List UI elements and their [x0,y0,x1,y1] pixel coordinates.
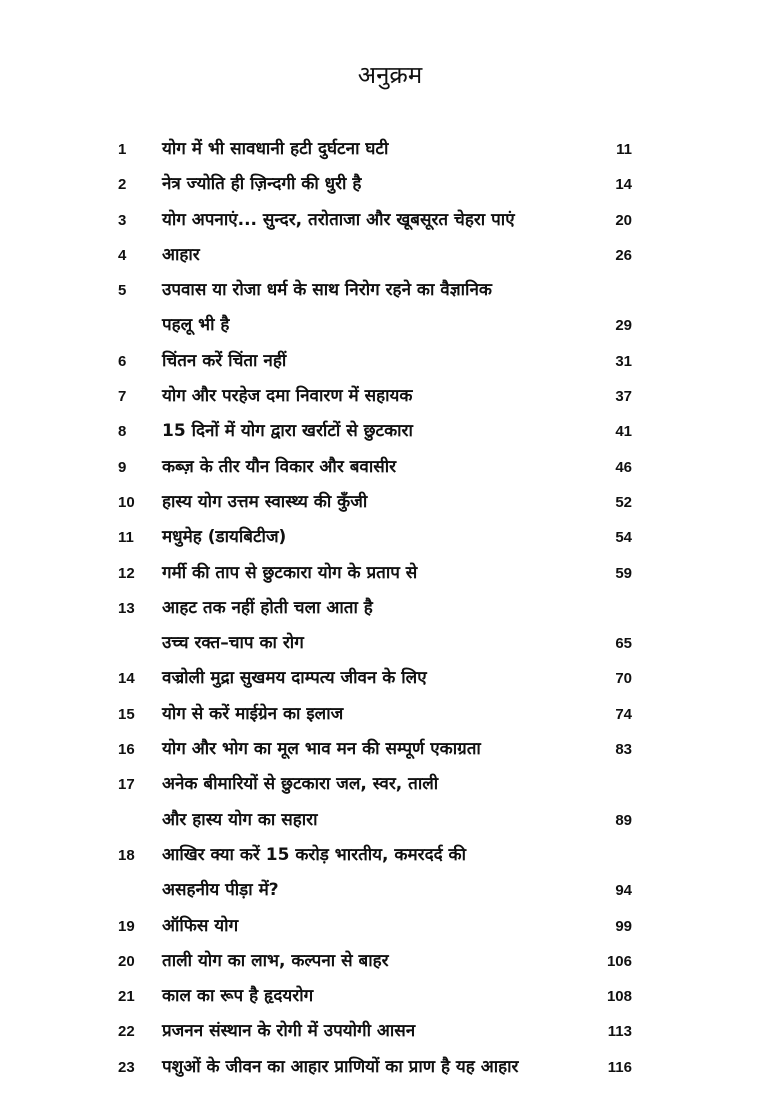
entry-title: ताली योग का लाभ, कल्पना से बाहर [162,950,389,971]
entry-page-number: 59 [615,564,632,582]
toc-entry [0,661,780,696]
entry-number: 4 [118,246,127,264]
entry-page-number: 116 [607,1058,632,1076]
entry-page-number: 83 [615,741,632,759]
toc-entry [0,556,780,591]
entry-page-number: 99 [615,917,632,935]
entry-page-number: 94 [615,882,632,900]
entry-title: अनेक बीमारियों से छुटकारा जल, स्वर, ताली [162,774,439,795]
toc-entry [0,838,780,873]
entry-title: चिंतन करें चिंता नहीं [162,350,287,371]
entry-page-number: 106 [606,952,632,970]
entry-title: गर्मी की ताप से छुटकारा योग के प्रताप से [162,562,418,583]
entry-number: 6 [118,352,127,370]
entry-title: और हास्य योग का सहारा [162,809,318,830]
toc-entry [0,873,780,908]
entry-title: योग और परहेज दमा निवारण में सहायक [162,386,413,407]
entry-title: आखिर क्या करें 15 करोड़ भारतीय, कमरदर्द की [162,844,467,865]
entry-number: 14 [118,670,135,688]
entry-title: ऑफिस योग [162,915,239,936]
entry-title: आहार [162,244,200,265]
toc-entry [0,909,780,944]
entry-page-number: 41 [615,423,632,441]
entry-number: 10 [118,493,135,511]
entry-number: 19 [118,917,135,935]
entry-page-number: 20 [615,211,632,229]
toc-entry [0,1050,780,1085]
entry-title: मधुमेह (डायबिटीज) [162,527,287,548]
toc-entry [0,308,780,343]
entry-page-number: 89 [615,811,632,829]
toc-entry [0,944,780,979]
entry-page-number: 74 [615,705,632,723]
entry-number: 23 [118,1058,135,1076]
entry-number: 5 [118,282,127,300]
entry-title: वज्रोली मुद्रा सुखमय दाम्पत्य जीवन के लिए [162,668,427,689]
toc-entry [0,803,780,838]
entry-number: 18 [118,846,135,864]
toc-entry [0,379,780,414]
entry-page-number: 70 [615,670,632,688]
entry-page-number: 108 [606,988,632,1006]
toc-entry [0,167,780,202]
toc-entry [0,1014,780,1049]
entry-page-number: 26 [615,246,632,264]
entry-number: 21 [118,988,135,1006]
entry-number: 16 [118,741,135,759]
toc-entry [0,450,780,485]
entry-page-number: 29 [615,317,632,335]
entry-title: असहनीय पीड़ा में? [162,880,279,901]
entry-number: 20 [118,952,135,970]
toc-entry [0,203,780,238]
entry-number: 17 [118,776,135,794]
entry-title: योग अपनाएं... सुन्दर, तरोताजा और खूबसूरत चेहरा पाएं [162,209,515,230]
entry-title: आहट तक नहीं होती चला आता है [162,597,373,618]
entry-title: नेत्र ज्योति ही ज़िन्दगी की धुरी है [162,174,362,195]
entry-title: योग में भी सावधानी हटी दुर्घटना घटी [162,139,389,159]
entry-number: 11 [118,529,134,547]
entry-page-number: 31 [615,352,632,370]
entry-page-number: 113 [607,1023,632,1041]
entry-page-number: 37 [615,388,632,406]
entry-number: 13 [118,599,135,617]
entry-title: 15 दिनों में योग द्वारा खर्राटों से छुटकारा [162,421,413,442]
toc-entry [0,520,780,555]
entry-number: 12 [118,564,135,582]
toc-entry [0,697,780,732]
entry-page-number: 52 [615,493,632,511]
toc-entry [0,414,780,449]
entry-title: हास्य योग उत्तम स्वास्थ्य की कुँजी [162,491,368,512]
toc-entry [0,732,780,767]
toc-entry [0,767,780,802]
toc-entry [0,626,780,661]
toc-entry [0,591,780,626]
entry-title: योग से करें माईग्रेन का इलाज [162,703,344,724]
toc-entry [0,238,780,273]
entry-title: प्रजनन संस्थान के रोगी में उपयोगी आसन [162,1021,416,1042]
toc-entry [0,979,780,1014]
entry-page-number: 65 [615,635,632,653]
entry-title: योग और भोग का मूल भाव मन की सम्पूर्ण एकाग्रता [162,739,481,760]
entry-number: 22 [118,1023,135,1041]
entry-title: पहलू भी है [162,315,230,336]
entry-number: 9 [118,458,127,476]
entry-page-number: 46 [615,458,632,476]
entry-number: 2 [118,176,127,194]
entry-title: उपवास या रोजा धर्म के साथ निरोग रहने का वैज्ञानिक [162,280,492,301]
entry-page-number: 14 [615,176,632,194]
entry-number: 8 [118,423,127,441]
entry-number: 7 [118,388,127,406]
table-of-contents [0,132,780,1085]
entry-title: कब्ज़ के तीर यौन विकार और बवासीर [162,456,397,477]
entry-page-number: 54 [615,529,632,547]
entry-title: काल का रूप है हृदयरोग [162,986,314,1007]
toc-entry [0,485,780,520]
toc-entry [0,273,780,308]
entry-page-number: 11 [616,141,632,158]
entry-number: 15 [118,705,135,723]
toc-entry [0,344,780,379]
entry-number: 1 [118,141,127,158]
page-title: अनुक्रम [357,61,423,89]
toc-entry [0,132,780,167]
entry-title: पशुओं के जीवन का आहार प्राणियों का प्राण है यह आहार [162,1056,519,1077]
entry-title: उच्च रक्त–चाप का रोग [162,633,304,654]
entry-number: 3 [118,211,127,229]
